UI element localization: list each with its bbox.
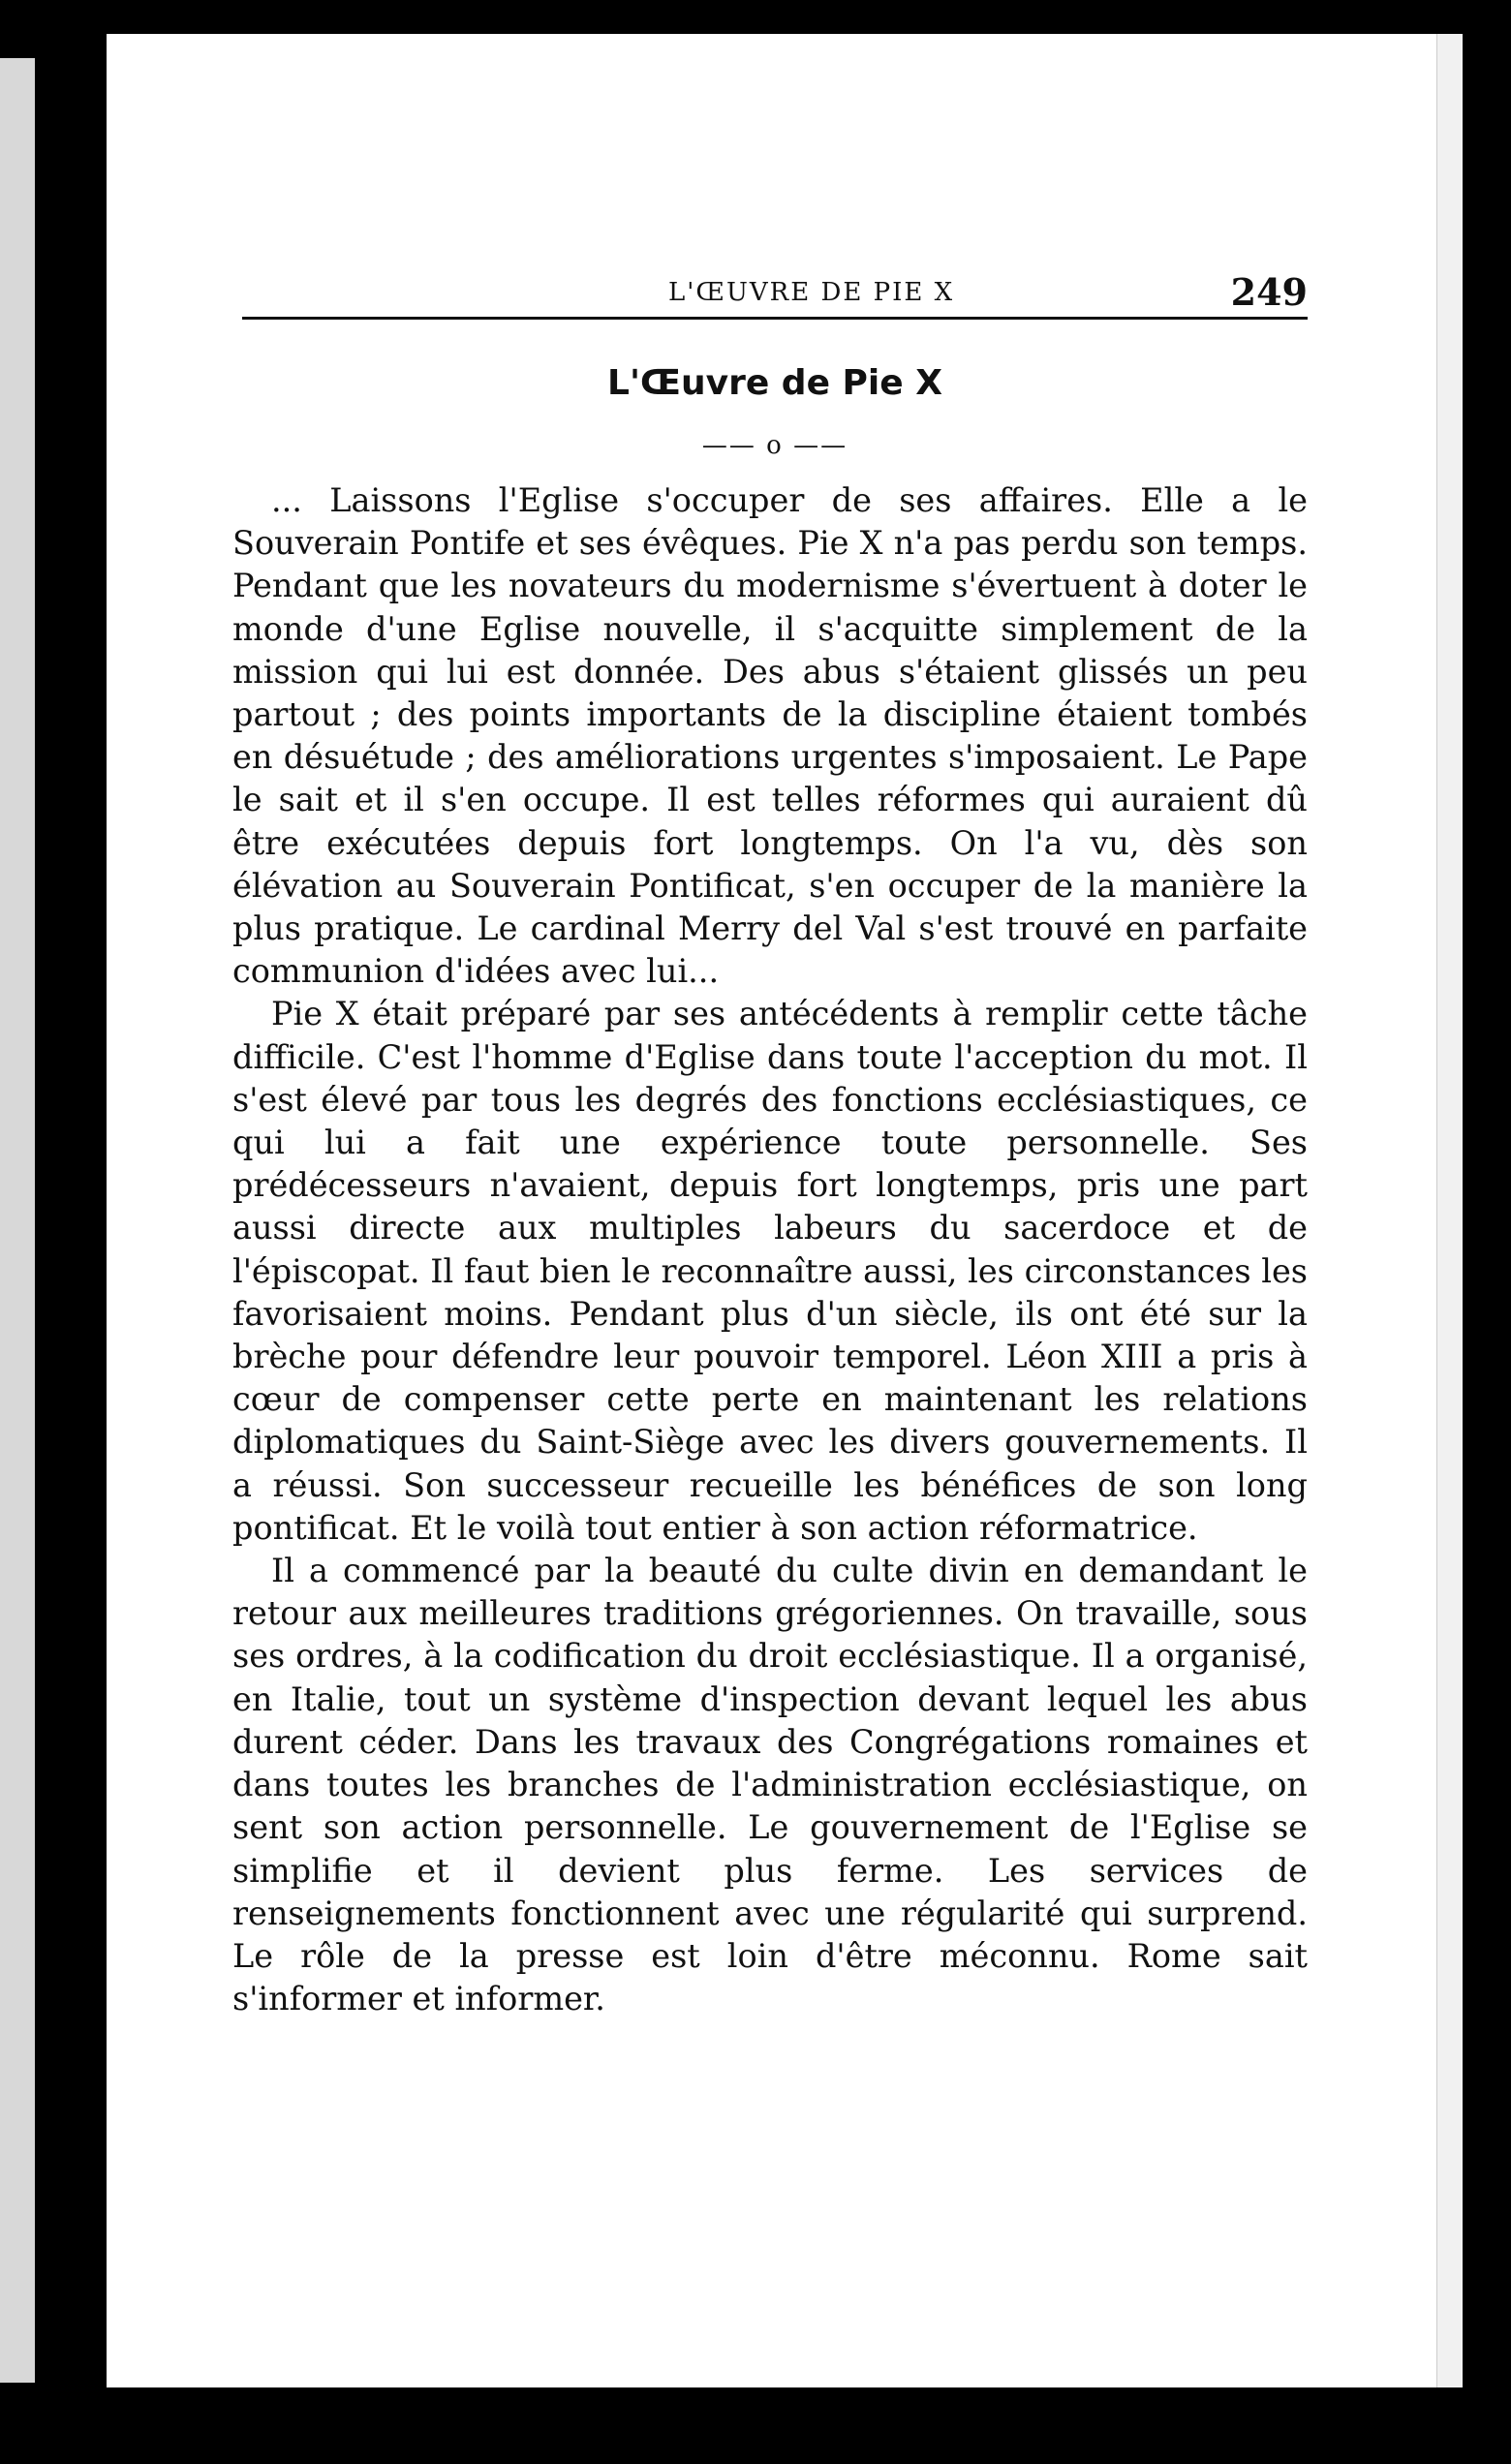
paragraph-1: ... Laissons l'Eglise s'occuper de ses affaires. Elle a le Souverain Pontife et ses évêques. Pie X n'a pas perdu son temps. Pendant que les novateurs du modernisme s'évertuent à doter le monde d'une Eglise nouvelle, il s'acquitte simplement de la mission qui lui est donnée. Des abus s'étaient glissés un peu partout ; des points importants de la discipline étaient tombés en désuétude ; des améliorations urgentes s'imposaient. Le Pape le sait et il s'en occupe. Il est telles réformes qui auraient dû être exécutées depuis fort longtemps. On l'a vu, dès son élévation au Souverain Pontificat, s'en occuper de la manière la plus pratique. Le cardinal Merry del Val s'est trouvé en parfaite communion d'idées avec lui...: [232, 481, 1308, 991]
article-title: L'Œuvre de Pie X: [607, 363, 942, 403]
facing-page-edge: [0, 58, 35, 2383]
book-page: [107, 34, 1463, 2387]
paragraph-2: Pie X était préparé par ses antécédents à remplir cette tâche difficile. C'est l'homme d'Eglise dans toute l'acception du mot. Il s'est élevé par tous les degrés des fonctions ecclésiastiques, ce qui lui a fait une expérience toute personnelle. Ses prédécesseurs n'avaient, depuis fort longtemps, pris une part aussi directe aux multiples labeurs du sacerdoce et de l'épiscopat. Il faut bien le reconnaître aussi, les circonstances les favorisaient moins. Pendant plus d'un siècle, ils ont été sur la brèche pour défendre leur pouvoir temporel. Léon XIII a pris à cœur de compenser cette perte en maintenant les relations diplomatiques du Saint-Siège avec les divers gouvernements. Il a réussi. Son successeur recueille les bénéfices de son long pontificat. Et le voilà tout entier à son action réformatrice.: [232, 995, 1308, 1547]
running-title: L'ŒUVRE DE PIE X: [668, 278, 955, 307]
page-number: 249: [1230, 270, 1308, 314]
title-separator: —— o ——: [701, 431, 848, 460]
page-right-edge: [1436, 34, 1463, 2387]
article-body: [232, 479, 1308, 2020]
header-rule: [242, 317, 1308, 320]
running-header: [242, 257, 1308, 315]
paragraph-3: Il a commencé par la beauté du culte divin en demandant le retour aux meilleures traditions grégoriennes. On travaille, sous ses ordres, à la codification du droit ecclésiastique. Il a organisé, en Italie, tout un système d'inspection devant lequel les abus durent céder. Dans les travaux des Congrégations romaines et dans toutes les branches de l'administration ecclésiastique, on sent son action personnelle. Le gouvernement de l'Eglise se simplifie et il devient plus ferme. Les services de renseignements fonctionnent avec une régularité qui surprend. Le rôle de la presse est loin d'être méconnu. Rome sait s'informer et informer.: [232, 1552, 1308, 2018]
